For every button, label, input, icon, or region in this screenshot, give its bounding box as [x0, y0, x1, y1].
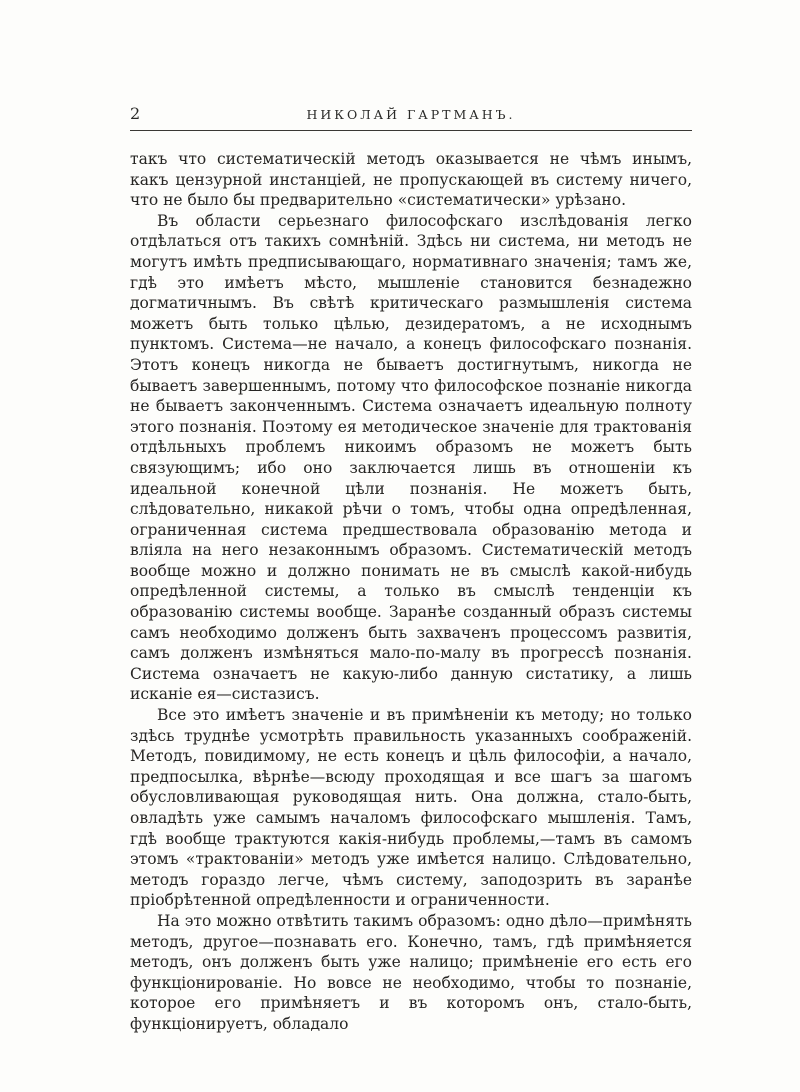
running-header-title: НИКОЛАЙ ГАРТМАНЪ. [306, 107, 516, 122]
header-rule [130, 130, 692, 131]
page-number: 2 [130, 104, 141, 123]
paragraph: такъ что систематическій методъ оказывается не чѣмъ инымъ, какъ цензурной инстанціей, не пропускающей въ систему ничего, что не было бы предварительно «систематически» урѣзано. [130, 150, 692, 210]
paragraph: На это можно отвѣтить такимъ образомъ: одно дѣло—примѣнять методъ, другое—познавать его. Конечно, тамъ, гдѣ примѣняется методъ, онъ долженъ быть уже налицо; примѣненіе его есть его функціонированіе. Но вовсе не необходимо, чтобы то познаніе, которое его примѣняетъ и въ которомъ онъ, стало-быть, функціонируетъ, обладало [130, 911, 692, 1033]
page-header [130, 104, 692, 126]
paragraph: Въ области серьезнаго философскаго изслѣдованія легко отдѣлаться отъ такихъ сомнѣній. Здѣсь ни система, ни методъ не могутъ имѣть предписывающаго, нормативнаго значенія; тамъ же, гдѣ это имѣетъ мѣсто, мышленіе становится безнадежно догматичнымъ. Въ свѣтѣ критическаго размышленія система можетъ быть только цѣлью, дезидератомъ, а не исходнымъ пунктомъ. Система—не начало, а конецъ философскаго познанія. Этотъ конецъ никогда не бываетъ достигнутымъ, никогда не бываетъ завершеннымъ, потому что философское познаніе никогда не бываетъ законченнымъ. Система означаетъ идеальную полноту этого познанія. Поэтому ея методическое значеніе для трактованія отдѣльныхъ проблемъ никоимъ образомъ не можетъ быть связующимъ; ибо оно заключается лишь въ отношеніи къ идеальной конечной цѣли познанія. Не можетъ быть, слѣдовательно, никакой рѣчи о томъ, чтобы одна опредѣленная, ограниченная система предшествовала образованію метода и вліяла на него незаконнымъ образомъ. Систематическій методъ вообще можно и должно понимать не въ смыслѣ какой-нибудь опредѣленной системы, а только въ смыслѣ тенденціи къ образованію системы вообще. Заранѣе созданный образъ системы самъ необходимо долженъ быть захваченъ процессомъ развитія, самъ долженъ измѣняться мало-по-малу въ прогрессѣ познанія. Система означаетъ не какую-либо данную систатику, а лишь исканіе ея—систазисъ. [130, 211, 692, 704]
paragraph: Все это имѣетъ значеніе и въ примѣненіи къ методу; но только здѣсь труднѣе усмотрѣть правильность указанныхъ соображеній. Методъ, повидимому, не есть конецъ и цѣль философіи, а начало, предпосылка, вѣрнѣе—всюду проходящая и все шагъ за шагомъ обусловливающая руководящая нить. Она должна, стало-быть, овладѣть уже самымъ началомъ философскаго мышленія. Тамъ, гдѣ вообще трактуются какія-нибудь проблемы,—тамъ въ самомъ этомъ «трактованіи» методъ уже имѣется налицо. Слѣдовательно, методъ гораздо легче, чѣмъ систему, заподозрить въ заранѣе пріобрѣтенной опредѣленности и ограниченности. [130, 706, 692, 910]
page-body-text [130, 149, 692, 1035]
